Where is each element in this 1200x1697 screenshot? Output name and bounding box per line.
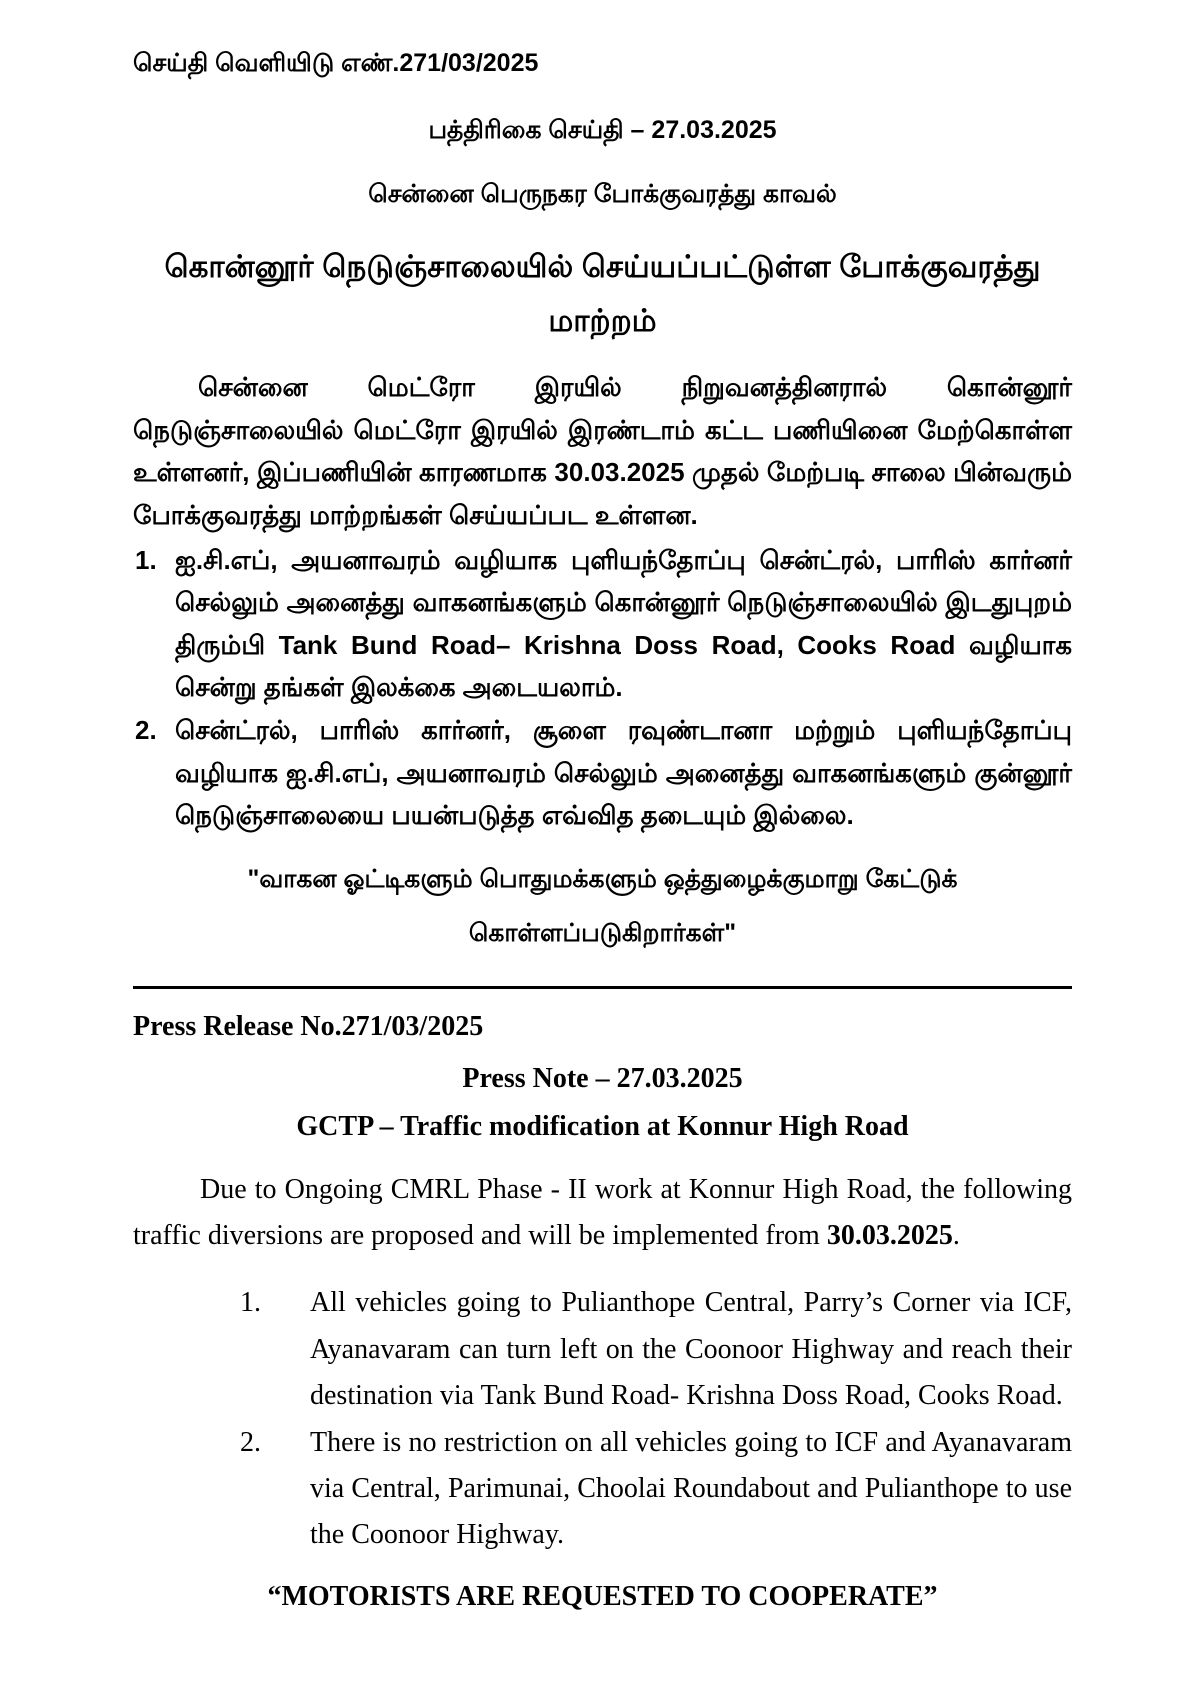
english-list-item-number: 1. [240,1287,261,1319]
tamil-intro-paragraph: சென்னை மெட்ரோ இரயில் நிறுவனத்தினரால் கொன்னூர் நெடுஞ்சாலையில் மெட்ரோ இரயில் இரண்டாம் கட்ட பணியினை மேற்கொள்ள உள்ளனர், இப்பணியின் காரணமாக 30.03.2025 முதல் மேற்படி சாலை பின்வரும் போக்குவரத்து மாற்றங்கள் செய்யப்பட உள்ளன. [133,372,1072,530]
section-divider [133,986,1072,989]
english-press-note-date: Press Note – 27.03.2025 [462,1063,743,1095]
tamil-quote-line1: "வாகன ஓட்டிகளும் பொதுமக்களும் ஒத்துழைக்குமாறு கேட்டுக் [247,864,958,893]
english-list-item-number: 2. [240,1426,261,1458]
effective-date: 30.03.2025 [826,1219,953,1251]
tamil-list-item-text: ஐ.சி.எப், அயனாவரம் வழியாக புளியந்தோப்பு சென்ட்ரல், பாரிஸ் கார்னர் செல்லும் அனைத்து வாகனங்களும் கொன்னூர் நெடுஞ்சாலையில் இடதுபுறம் திரும்பி Tank Bund Road– Krishna Doss Road, Cooks Road வழியாக சென்று தங்கள் இலக்கை அடையலாம். [175,544,1072,703]
motorists-cooperation-notice: “MOTORISTS ARE REQUESTED TO COOPERATE” [267,1580,938,1612]
tamil-title-line2: மாற்றம் [548,302,657,338]
english-diversion-list [240,1280,1072,1559]
english-paragraph-text: Due to Ongoing CMRL Phase - II work at Konnur High Road, the following traffic diversions are proposed and will be implemented from [133,1174,1072,1251]
tamil-quote-line2: கொள்ளப்படுகிறார்கள்" [468,918,737,947]
tamil-press-note-date: பத்திரிகை செய்தி – 27.03.2025 [428,115,777,144]
english-document-title: GCTP – Traffic modification at Konnur High Road [296,1111,909,1143]
tamil-release-number: செய்தி வெளியிடு எண்.271/03/2025 [133,49,539,77]
english-list-item-text: There is no restriction on all vehicles going to ICF and Ayanavaram via Central, Parimunai, Choolai Roundabout and Pulianthope to use the Coonoor Highway. [310,1426,1072,1551]
english-list-item [240,1420,1072,1559]
english-intro-paragraph [133,1167,1072,1258]
english-list-item-text: All vehicles going to Pulianthope Central, Parry’s Corner via ICF, Ayanavaram can turn left on the Coonoor Highway and reach their destination via Tank Bund Road- Krishna Doss Road, Cooks Road. [310,1287,1072,1412]
english-paragraph-period: . [952,1219,960,1251]
tamil-title-line1: கொன்னூர் நெடுஞ்சாலையில் செய்யப்பட்டுள்ள போக்குவரத்து [164,248,1041,284]
english-list-item [240,1280,1072,1419]
tamil-cooperation-quote [133,853,1072,961]
english-release-number: Press Release No.271/03/2025 [133,1011,484,1043]
tamil-document-title [133,240,1072,349]
tamil-list-item [133,539,1072,710]
tamil-diversion-list [133,539,1072,837]
tamil-department-name: சென்னை பெருநகர போக்குவரத்து காவல் [368,180,837,208]
tamil-list-item [133,709,1072,837]
tamil-list-item-number: 1. [135,544,157,575]
tamil-list-item-text: சென்ட்ரல், பாரிஸ் கார்னர், சூளை ரவுண்டானா மற்றும் புளியந்தோப்பு வழியாக ஐ.சி.எப், அயனாவரம் செல்லும் அனைத்து வாகனங்களும் குன்னூர் நெடுஞ்சாலையை பயன்படுத்த எவ்வித தடையும் இல்லை. [175,715,1072,831]
tamil-list-item-number: 2. [135,715,157,745]
